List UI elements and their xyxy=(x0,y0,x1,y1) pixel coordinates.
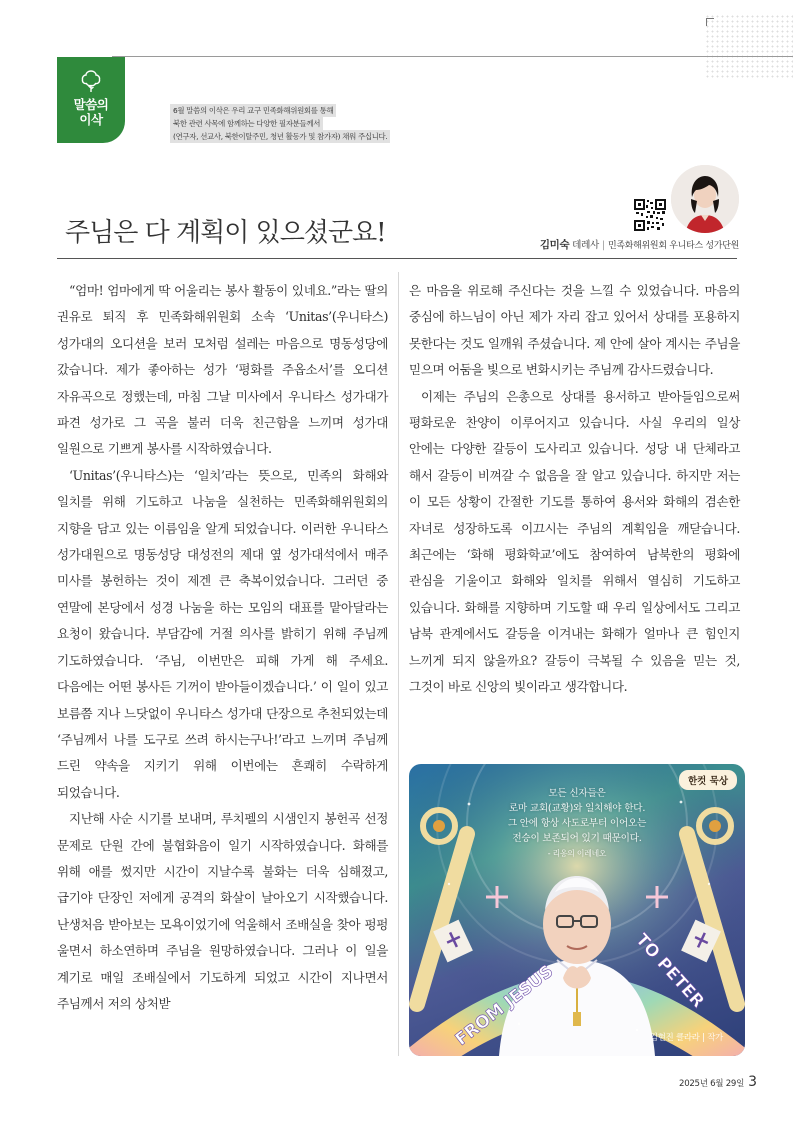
intro-line: (연구자, 선교사, 북한이탈주민, 청년 활동가 및 참가자) 채워 주십니다. xyxy=(170,130,390,143)
section-label-line1: 말씀의 xyxy=(73,97,109,112)
banner-from-jesus: FROM JESUS xyxy=(451,961,558,1050)
card-credit: 김현진 클라라 | 작가 xyxy=(649,1032,723,1042)
author-portrait xyxy=(671,165,739,233)
section-label-line2: 이삭 xyxy=(79,112,103,127)
issue-date: 2025년 6월 29일 xyxy=(679,1079,745,1089)
section-label xyxy=(57,97,125,127)
quote-line: 로마 교회(교황)와 일치해야 한다. xyxy=(508,803,646,814)
title-rule xyxy=(57,258,737,259)
paragraph: 지난해 사순 시기를 보내며, 루치펠의 시샘인지 봉헌곡 선정 문제로 단원 간에 불협화음이 일기 시작하였습니다. 화해를 위해 애를 썼지만 시간이 지날수록 불화는 더욱 심해졌고, 급기야 단장인 저에게 공격의 화살이 날아오기 시작했습니다. 난생처음 받아보는 모욕이었기에 억울해서 조배실을 찾아 펑펑 울면서 하소연하며 주님을 원망하였습니다. 그러나 이 일을 계기로 매일 조배실에서 기도하게 되었고 시간이 지나면서 주님께서 저의 상처받 xyxy=(57,811,388,1011)
quote-source: - 리옹의 이레네오 xyxy=(547,849,607,858)
paragraph: “엄마! 엄마에게 딱 어울리는 봉사 활동이 있네요.”라는 딸의 권유로 퇴직 후 민족화해위원회 소속 ‘Unitas’(우니타스) 성가대의 오디션을 보러 모처럼 설레는 마음으로 명동성당에 갔습니다. 제가 좋아하는 성가 ‘평화를 주옵소서’를 오디션 자유곡으로 정했는데, 마침 그날 미사에서 우니타스 성가대가 파견 성가로 그 곡을 불러 더욱 친근함을 느끼며 성가대 일원으로 기쁘게 봉사를 시작하였습니다. xyxy=(57,283,388,457)
tree-icon xyxy=(78,68,104,94)
quote-line: 그 안에 항상 사도로부터 이어오는 xyxy=(507,818,647,829)
author-photo xyxy=(671,165,739,233)
intro-note xyxy=(170,104,390,143)
intro-line: 6월 말씀의 이삭은 우리 교구 민족화해위원회를 통해 xyxy=(170,104,336,117)
column-divider xyxy=(398,272,399,1056)
corner-texture xyxy=(705,14,793,78)
meditation-card xyxy=(409,764,745,1056)
body-column-left xyxy=(57,278,388,1017)
qr-code[interactable] xyxy=(634,199,666,231)
byline xyxy=(540,237,739,252)
author-role: 민족화해위원회 우니타스 성가단원 xyxy=(607,241,739,251)
paragraph: 이제는 주님의 은총으로 상대를 용서하고 받아들임으로써 평화로운 찬양이 이루어지고 있습니다. 사실 우리의 일상 안에는 다양한 갈등이 도사리고 있습니다. 성당 내 단체라고 해서 갈등이 비껴갈 수 없음을 잘 알고 있습니다. 하지만 저는 이 모든 상황이 간절한 기도를 통하여 용서와 화해의 겸손한 자녀로 성장하도록 이끄시는 주님의 계획임을 깨닫습니다. 최근에는 ‘화해 평화학교’에도 참여하여 남북한의 평화에 관심을 기울이고 화해와 일치를 위해서 열심히 기도하고 있습니다. 화해를 지향하며 기도할 때 우리 일상에서도 그리고 남북 관계에서도 갈등을 이겨내는 화해가 얼마나 큰 힘인지 느끼게 되지 않을까요? 갈등이 극복될 수 있음을 믿는 것, 그것이 바로 신앙의 빛이라고 생각합니다. xyxy=(409,388,740,695)
paragraph: 은 마음을 위로해 주신다는 것을 느낄 수 있었습니다. 마음의 중심에 하느님이 아닌 제가 자리 잡고 있어서 상대를 포용하지 못한다는 것도 일깨워 주셨습니다. 제 안에 살아 계시는 주님을 믿으며 어둠을 빛으로 변화시키는 주님께 감사드렸습니다. xyxy=(409,283,740,378)
card-badge: 한컷 묵상 xyxy=(679,770,737,790)
banner-text-layer xyxy=(409,764,745,1056)
byline-separator: | xyxy=(602,240,605,251)
quote-line: 모든 신자들은 xyxy=(548,788,606,799)
section-tab xyxy=(57,57,125,143)
author-title: 데레사 xyxy=(569,240,600,251)
top-rule xyxy=(112,56,793,57)
body-column-right xyxy=(409,278,740,701)
author-name: 김미숙 xyxy=(539,239,570,251)
crop-mark xyxy=(706,18,714,26)
page-footer xyxy=(679,1071,757,1090)
banner-to-peter: TO PETER xyxy=(631,929,708,1012)
quote-line: 전승이 보존되어 있기 때문이다. xyxy=(512,833,642,844)
intro-line: 북한 관련 사목에 함께하는 다양한 필자분들께서 xyxy=(170,117,323,130)
paragraph: ‘Unitas’(우니타스)는 ‘일치’라는 뜻으로, 민족의 화해와 일치를 위해 기도하고 나눔을 실천하는 민족화해위원회의 지향을 담고 있는 이름임을 알게 되었습니다. 이러한 우니타스 성가대원으로 명동성당 대성전의 제대 옆 성가대석에서 매주 미사를 봉헌하는 것이 제겐 큰 축복이었습니다. 그러던 중 연말에 본당에서 성경 나눔을 하는 모임의 대표를 맡아달라는 요청이 왔습니다. 부담감에 거절 의사를 밝히기 위해 주님께 기도하였습니다. ‘주님, 이번만은 피해 가게 해 주세요. 다음에는 어떤 봉사든 기꺼이 받아들이겠습니다.’ 이 일이 있고 보름쯤 지나 느닷없이 우니타스 성가대 단장으로 추천되었는데 ‘주님께서 나를 도구로 쓰려 하시는구나!’라고 느끼며 주님께 드린 약속을 지키기 위해 이번에는 흔쾌히 수락하게 되었습니다. xyxy=(57,467,388,800)
article-title: 주님은 다 계획이 있으셨군요! xyxy=(65,218,386,248)
page-number: 3 xyxy=(748,1074,757,1090)
